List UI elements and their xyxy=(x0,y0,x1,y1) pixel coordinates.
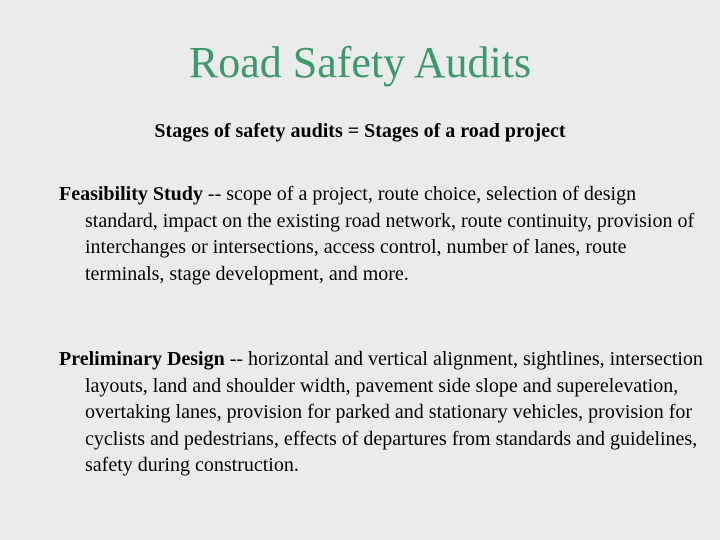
paragraph-feasibility-study xyxy=(59,181,705,287)
paragraph-text: -- horizontal and vertical alignment, sightlines, intersection layouts, land and shoulder width, pavement side slope and superelevation, overtaking lanes, provision for parked and stationary vehicles, provision for cyclists and pedestrians, effects of departures from standards and guidelines, safety during construction. xyxy=(85,348,703,476)
paragraph-term: Feasibility Study xyxy=(59,183,203,205)
paragraph-term: Preliminary Design xyxy=(59,348,225,370)
paragraph-preliminary-design xyxy=(59,346,705,479)
slide-title: Road Safety Audits xyxy=(188,38,532,87)
slide-subtitle: Stages of safety audits = Stages of a road project xyxy=(154,120,566,142)
paragraph-text: -- scope of a project, route choice, selection of design standard, impact on the existing road network, route continuity, provision of interchanges or intersections, access control, number of lanes, route terminals, stage development, and more. xyxy=(85,183,695,285)
